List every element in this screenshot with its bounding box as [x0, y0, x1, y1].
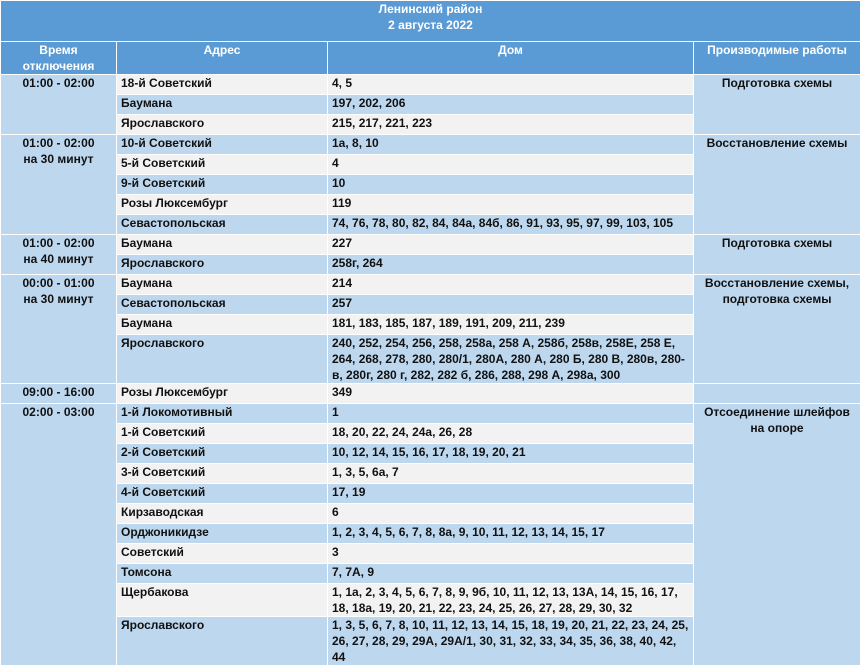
table-row — [1, 75, 860, 95]
street-name: 1-й Советский — [117, 424, 328, 444]
house-numbers: 3 — [328, 544, 694, 564]
header-address: Адрес — [117, 42, 328, 75]
street-name: Розы Люксембург — [117, 384, 328, 404]
street-name: Томсона — [117, 564, 328, 584]
street-name: Ярославского — [117, 335, 328, 384]
street-name: Севастопольская — [117, 295, 328, 315]
house-numbers: 1, 2, 3, 4, 5, 6, 7, 8, 8а, 9, 10, 11, 12, 13, 14, 15, 17 — [328, 524, 694, 544]
outage-time: 09:00 - 16:00 — [1, 384, 117, 404]
house-numbers: 4 — [328, 155, 694, 175]
header-house: Дом — [328, 42, 694, 75]
house-numbers: 258г, 264 — [328, 255, 694, 275]
outage-time: 02:00 - 03:00 — [1, 404, 117, 666]
street-name: 18-й Советский — [117, 75, 328, 95]
house-numbers: 181, 183, 185, 187, 189, 191, 209, 211, 239 — [328, 315, 694, 335]
street-name: 10-й Советский — [117, 135, 328, 155]
work-description: Подготовка схемы — [694, 75, 860, 135]
date-title: 2 августа 2022 — [5, 17, 856, 33]
street-name: Баумана — [117, 95, 328, 115]
street-name: Баумана — [117, 235, 328, 255]
street-name: Кирзаводская — [117, 504, 328, 524]
street-name: Ярославского — [117, 115, 328, 135]
street-name: Севастопольская — [117, 215, 328, 235]
header-work: Производимые работы — [694, 42, 860, 75]
work-description: Отсоединение шлейфов на опоре — [694, 404, 860, 666]
street-name: Советский — [117, 544, 328, 564]
work-description — [694, 384, 860, 404]
street-name: 3-й Советский — [117, 464, 328, 484]
house-numbers: 17, 19 — [328, 484, 694, 504]
street-name: Розы Люксембург — [117, 195, 328, 215]
house-numbers: 214 — [328, 275, 694, 295]
street-name: Ярославского — [117, 255, 328, 275]
street-name: 9-й Советский — [117, 175, 328, 195]
table-title — [1, 1, 860, 42]
house-numbers: 74, 76, 78, 80, 82, 84, 84а, 84б, 86, 91, 93, 95, 97, 99, 103, 105 — [328, 215, 694, 235]
house-numbers: 4, 5 — [328, 75, 694, 95]
street-name: 1-й Локомотивный — [117, 404, 328, 424]
house-numbers: 7, 7А, 9 — [328, 564, 694, 584]
work-description: Восстановление схемы — [694, 135, 860, 235]
outage-time: 01:00 - 02:00 на 30 минут — [1, 135, 117, 235]
outage-time: 00:00 - 01:00 на 30 минут — [1, 275, 117, 384]
street-name: Щербакова — [117, 584, 328, 617]
street-name: 4-й Советский — [117, 484, 328, 504]
street-name: Ярославского — [117, 617, 328, 666]
house-numbers: 227 — [328, 235, 694, 255]
house-numbers: 215, 217, 221, 223 — [328, 115, 694, 135]
house-numbers: 1, 3, 5, 6, 7, 8, 10, 11, 12, 13, 14, 15, 18, 19, 20, 21, 22, 23, 24, 25, 26, 27, 28, 29, 29А, 29А/1, 30, 31, 32, 33, 34, 35, 36, 38, 40, 42, 44 — [328, 617, 694, 666]
house-numbers: 1а, 8, 10 — [328, 135, 694, 155]
house-numbers: 349 — [328, 384, 694, 404]
street-name: Баумана — [117, 315, 328, 335]
house-numbers: 257 — [328, 295, 694, 315]
street-name: 2-й Советский — [117, 444, 328, 464]
house-numbers: 10 — [328, 175, 694, 195]
table-row — [1, 384, 860, 404]
house-numbers: 10, 12, 14, 15, 16, 17, 18, 19, 20, 21 — [328, 444, 694, 464]
house-numbers: 1, 1а, 2, 3, 4, 5, 6, 7, 8, 9, 9б, 10, 11, 12, 13, 13А, 14, 15, 16, 17, 18, 18а, 19, 20, 21, 22, 23, 24, 25, 26, 27, 28, 29, 30, 32 — [328, 584, 694, 617]
house-numbers: 1 — [328, 404, 694, 424]
table-row — [1, 404, 860, 424]
street-name: Баумана — [117, 275, 328, 295]
table-row — [1, 275, 860, 295]
house-numbers: 6 — [328, 504, 694, 524]
house-numbers: 119 — [328, 195, 694, 215]
house-numbers: 197, 202, 206 — [328, 95, 694, 115]
table-row — [1, 235, 860, 255]
work-description: Восстановление схемы, подготовка схемы — [694, 275, 860, 384]
house-numbers: 240, 252, 254, 256, 258, 258а, 258 А, 258б, 258в, 258Е, 258 Е, 264, 268, 278, 280, 280/1, 280А, 280 А, 280 Б, 280 В, 280в, 280- в, 280г, 280 г, 282, 282 б, 286, 288, 298 А, 298а, 300 — [328, 335, 694, 384]
house-numbers: 18, 20, 22, 24, 24а, 26, 28 — [328, 424, 694, 444]
street-name: 5-й Советский — [117, 155, 328, 175]
house-numbers: 1, 3, 5, 6а, 7 — [328, 464, 694, 484]
outage-time: 01:00 - 02:00 на 40 минут — [1, 235, 117, 275]
outage-time: 01:00 - 02:00 — [1, 75, 117, 135]
work-description: Подготовка схемы — [694, 235, 860, 275]
district-title: Ленинский район — [5, 1, 856, 17]
schedule-body — [1, 75, 860, 666]
street-name: Орджоникидзе — [117, 524, 328, 544]
header-time: Время отключения — [1, 42, 117, 75]
table-row — [1, 135, 860, 155]
